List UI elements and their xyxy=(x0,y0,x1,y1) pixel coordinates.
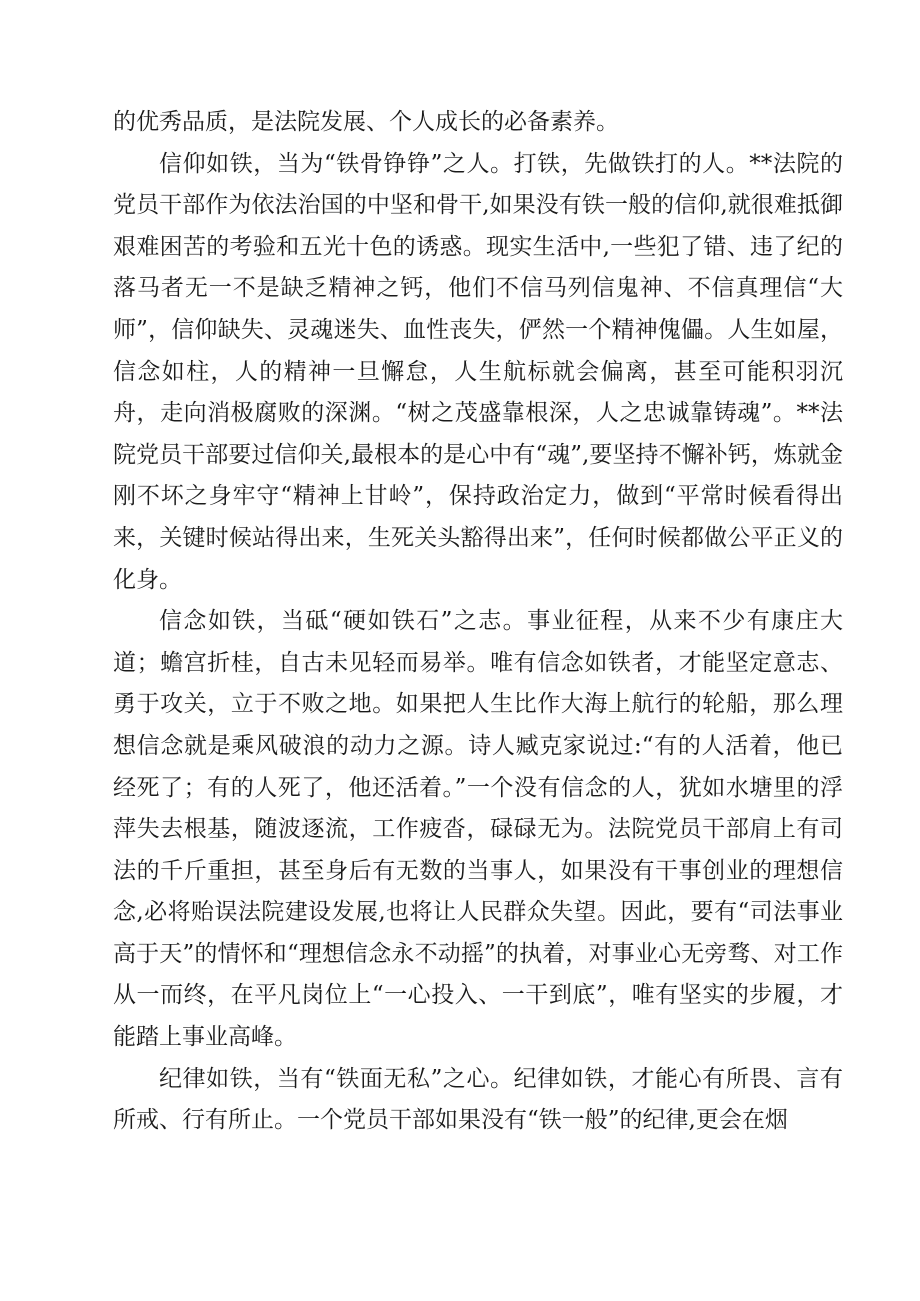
paragraph-continuation: 的优秀品质，是法院发展、个人成长的必备素养。 xyxy=(113,109,619,135)
paragraph-discipline: 纪律如铁，当有“铁面无私”之心。纪律如铁，才能心有所畏、言有所戒、行有所止。一个党员干部如果没有“铁一般”的纪律,更会在烟 xyxy=(113,1065,843,1134)
document-body xyxy=(113,102,843,1142)
paragraph-faith: 信仰如铁，当为“铁骨铮铮”之人。打铁，先做铁打的人。**法院的党员干部作为依法治国的中坚和骨干,如果没有铁一般的信仰,就很难抵御艰难困苦的考验和五光十色的诱惑。现实生活中,一些犯了错、违了纪的落马者无一不是缺乏精神之钙，他们不信马列信鬼神、不信真理信“大师”，信仰缺失、灵魂迷失、血性丧失，俨然一个精神傀儡。人生如屋，信念如柱，人的精神一旦懈怠，人生航标就会偏离，甚至可能积羽沉舟，走向消极腐败的深渊。“树之茂盛靠根深，人之忠诚靠铸魂”。**法院党员干部要过信仰关,最根本的是心中有“魂”,要坚持不懈补钙，炼就金刚不坏之身牢守“精神上甘岭”，保持政治定力，做到“平常时候看得出来，关键时候站得出来，生死关头豁得出来”，任何时候都做公平正义的化身。 xyxy=(113,150,843,593)
paragraph-belief: 信念如铁，当砥“硬如铁石”之志。事业征程，从来不少有康庄大道；蟾宫折桂，自古未见轻而易举。唯有信念如铁者，才能坚定意志、勇于攻关，立于不败之地。如果把人生比作大海上航行的轮船，那么理想信念就是乘风破浪的动力之源。诗人臧克家说过:“有的人活着，他已经死了；有的人死了，他还活着。”一个没有信念的人，犹如水塘里的浮萍失去根基，随波逐流，工作疲沓，碌碌无为。法院党员干部肩上有司法的千斤重担，甚至身后有无数的当事人，如果没有干事创业的理想信念,必将贻误法院建设发展,也将让人民群众失望。因此，要有“司法事业高于天”的情怀和“理想信念永不动摇”的执着，对事业心无旁骛、对工作从一而终，在平凡岗位上“一心投入、一干到底”，唯有坚实的步履，才能踏上事业高峰。 xyxy=(113,608,843,1051)
